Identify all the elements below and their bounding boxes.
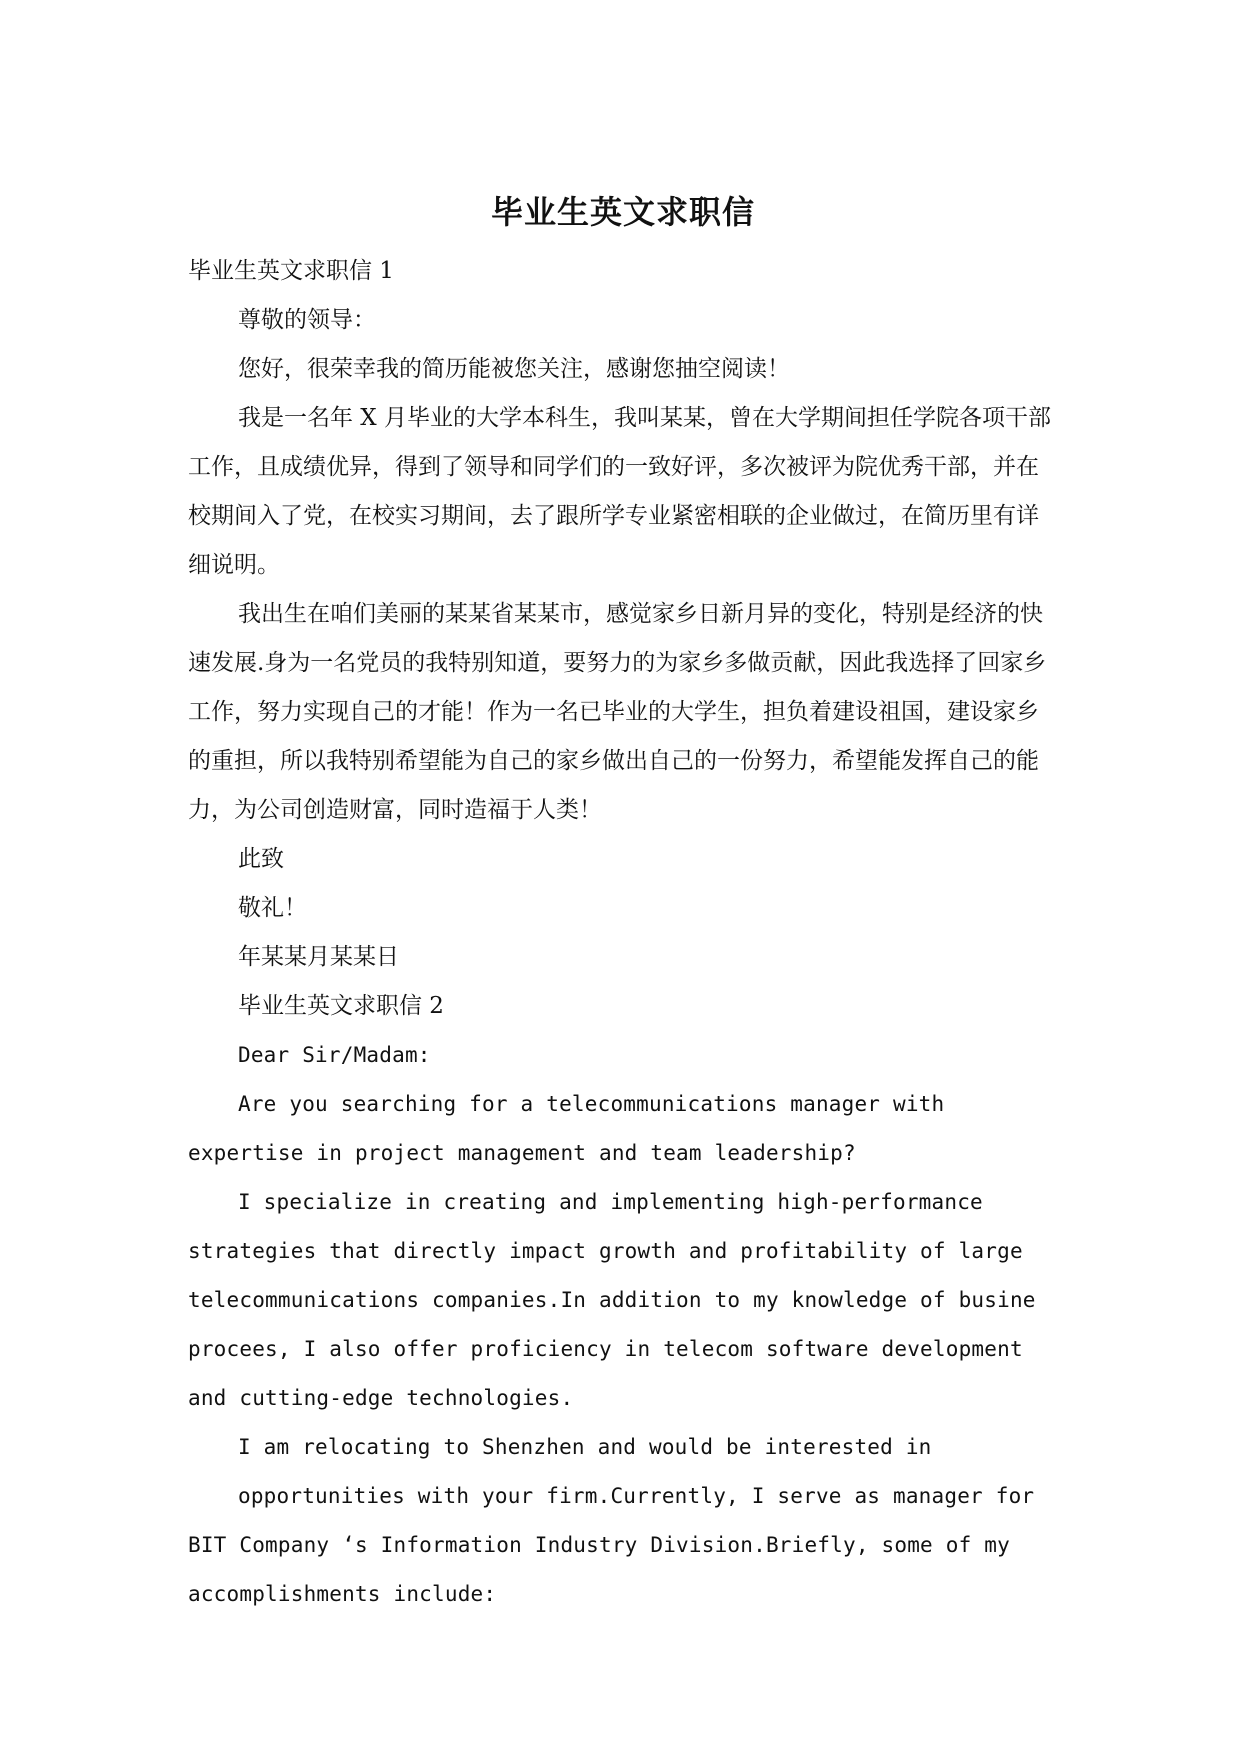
- english-paragraph-2: I specialize in creating and implementing high-performance strategies that directly impact growth and profitability of large telecommunications companies.In addition to my knowledge of busine procees, I also offer proficiency in telecom software development and cutting-edge technologies.: [188, 1190, 1049, 1410]
- closing-jingli: 敬礼！: [238, 895, 307, 921]
- intro-paragraph: 我是一名年 X 月毕业的大学本科生，我叫某某，曾在大学期间担任学院各项干部工作，且成绩优异，得到了领导和同学们的一致好评，多次被评为院优秀干部，并在校期间入了党，在校实习期间，去了跟所学专业紧密相联的企业做过，在简历里有详细说明。: [188, 405, 1051, 578]
- section-heading-2: 毕业生英文求职信 2: [238, 993, 444, 1019]
- closing-cizhi: 此致: [238, 846, 284, 872]
- section-heading-1: 毕业生英文求职信 1: [188, 258, 394, 284]
- english-paragraph-4: opportunities with your firm.Currently, I serve as manager for BIT Company ‘s Information Industry Division.Briefly, some of my accomplishments include:: [188, 1484, 1048, 1606]
- english-paragraph-1: Are you searching for a telecommunications manager with expertise in project management and team leadership?: [188, 1092, 958, 1165]
- document-content: [188, 190, 1058, 1619]
- document-title: 毕业生英文求职信: [490, 193, 755, 231]
- date-line: 年某某月某某日: [238, 944, 399, 970]
- english-paragraph-3: I am relocating to Shenzhen and would be interested in: [238, 1435, 932, 1459]
- hometown-paragraph: 我出生在咱们美丽的某某省某某市，感觉家乡日新月异的变化，特别是经济的快速发展.身为一名党员的我特别知道，要努力的为家乡多做贡献，因此我选择了回家乡工作，努力实现自己的才能！作为一名已毕业的大学生，担负着建设祖国，建设家乡的重担，所以我特别希望能为自己的家乡做出自己的一份努力，希望能发挥自己的能力，为公司创造财富，同时造福于人类！: [188, 601, 1047, 823]
- salutation-cn: 尊敬的领导：: [238, 307, 376, 333]
- salutation-en: Dear Sir/Madam:: [238, 1043, 431, 1067]
- greeting-paragraph: 您好，很荣幸我的简历能被您关注，感谢您抽空阅读！: [238, 356, 790, 382]
